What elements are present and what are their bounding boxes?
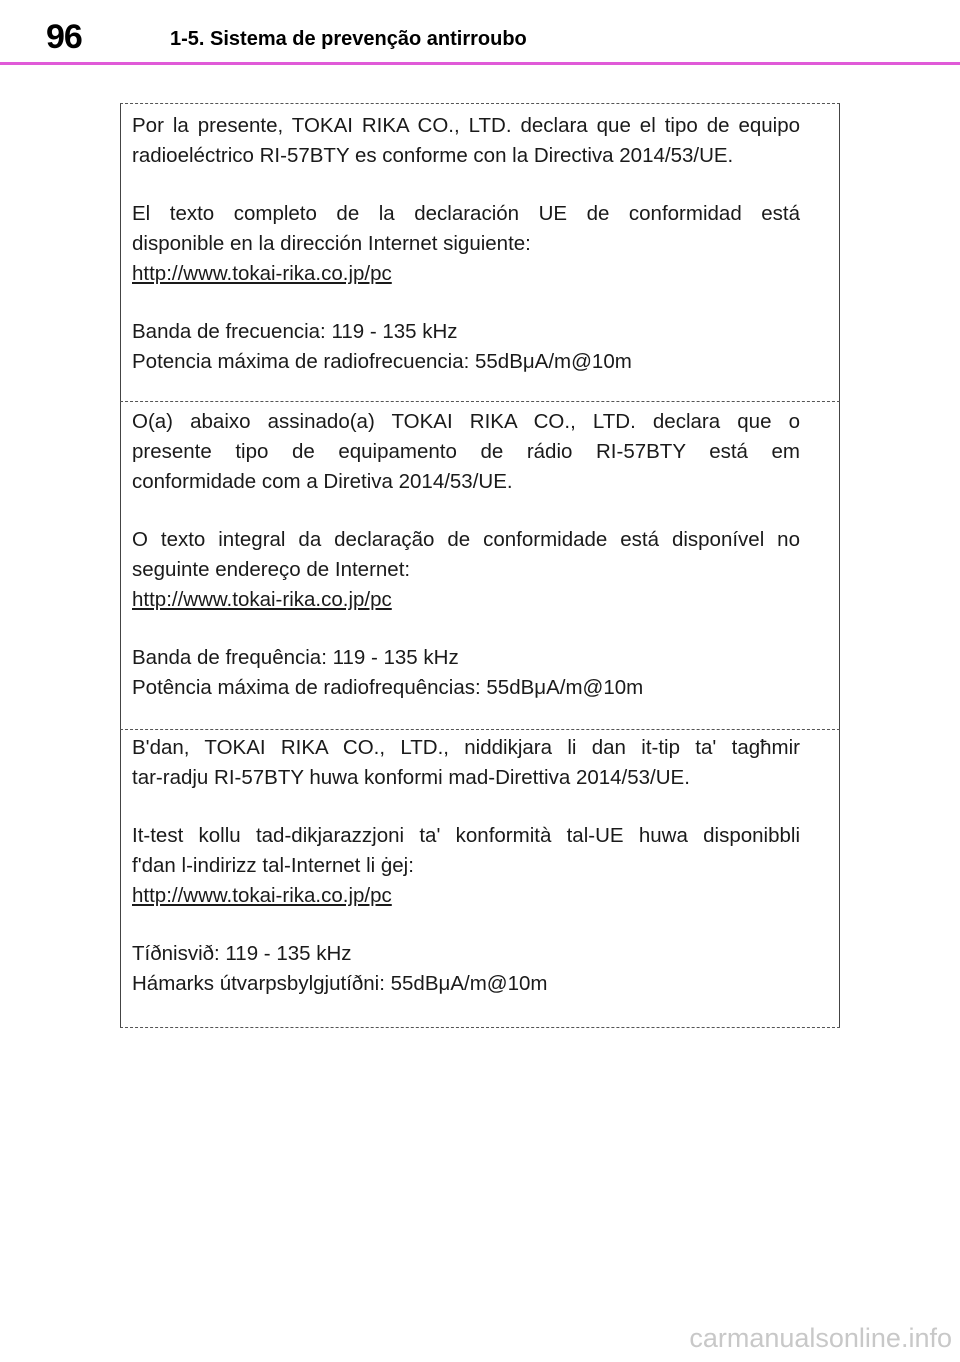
intro-line: B'dan, TOKAI RIKA CO., LTD., niddikjara li dan it-tip ta' tagħmir [132, 736, 800, 759]
box-bottom-border [120, 1027, 840, 1028]
declaration-line: O texto integral da declaração de conformidade está disponível no [132, 528, 800, 551]
max-power: Hámarks útvarpsbylgjutíðni: 55dBμA/m@10m [132, 972, 548, 995]
section-title: 1-5. Sistema de prevenção antirroubo [170, 28, 527, 50]
intro-line: radioeléctrico RI-57BTY es conforme con la Directiva 2014/53/UE. [132, 144, 734, 167]
intro-line: Por la presente, TOKAI RIKA CO., LTD. declara que el tipo de equipo [132, 114, 800, 137]
box-top-border [120, 103, 840, 104]
declaration-line: disponible en la dirección Internet siguiente: [132, 232, 531, 255]
declaration-line: seguinte endereço de Internet: [132, 558, 411, 581]
page-number: 96 [46, 18, 82, 56]
section-divider-2 [120, 729, 840, 730]
declaration-url-link[interactable]: http://www.tokai-rika.co.jp/pc [132, 588, 392, 611]
declaration-line: It-test kollu tad-dikjarazzjoni ta' konformità tal-UE huwa disponibbli [132, 824, 800, 847]
frequency-band: Tíðnisvið: 119 - 135 kHz [132, 942, 352, 965]
intro-line: conformidade com a Diretiva 2014/53/UE. [132, 470, 513, 493]
page-header [0, 0, 960, 66]
declaration-line: f'dan l-indirizz tal-Internet li ġej: [132, 854, 414, 877]
header-divider [0, 62, 960, 65]
declaration-line: El texto completo de la declaración UE de conformidad está [132, 202, 800, 225]
site-watermark: carmanualsonline.info [689, 1323, 952, 1353]
intro-line: tar-radju RI-57BTY huwa konformi mad-Direttiva 2014/53/UE. [132, 766, 690, 789]
max-power: Potencia máxima de radiofrecuencia: 55dBμA/m@10m [132, 350, 632, 373]
declaration-spanish [132, 111, 800, 377]
frequency-band: Banda de frecuencia: 119 - 135 kHz [132, 320, 458, 343]
declaration-maltese [132, 733, 800, 999]
declaration-url-link[interactable]: http://www.tokai-rika.co.jp/pc [132, 262, 392, 285]
intro-line: presente tipo de equipamento de rádio RI-57BTY está em [132, 440, 800, 463]
declaration-portuguese [132, 407, 800, 703]
frequency-band: Banda de frequência: 119 - 135 kHz [132, 646, 459, 669]
section-divider-1 [120, 401, 840, 402]
declaration-url-link[interactable]: http://www.tokai-rika.co.jp/pc [132, 884, 392, 907]
intro-line: O(a) abaixo assinado(a) TOKAI RIKA CO., LTD. declara que o [132, 410, 800, 433]
max-power: Potência máxima de radiofrequências: 55dBμA/m@10m [132, 676, 644, 699]
